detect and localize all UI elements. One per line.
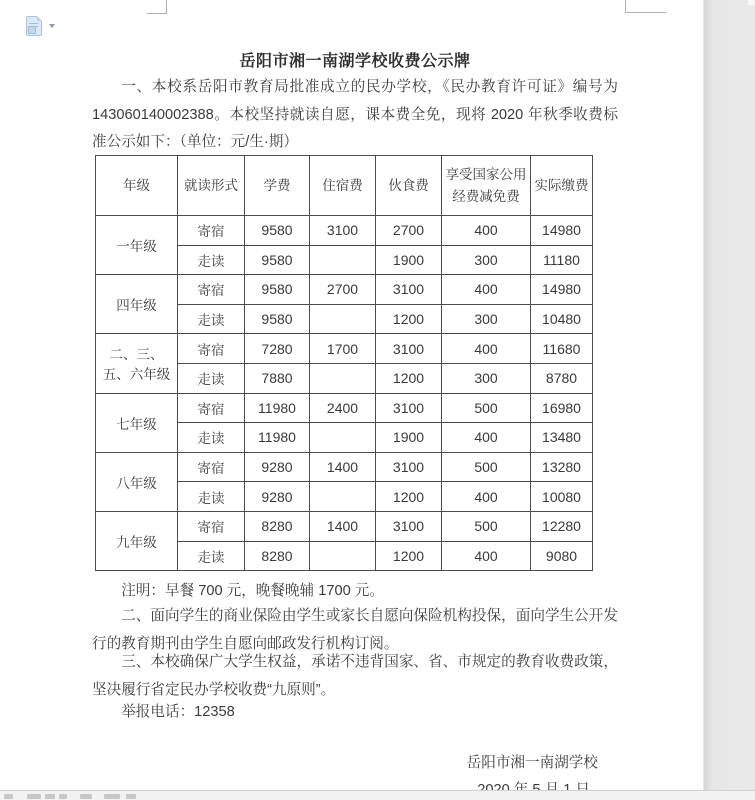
meal-cell: 3100 [376,275,442,305]
relief-cell: 500 [442,393,531,423]
relief-cell: 300 [442,245,531,275]
status-bar [0,790,755,800]
form-cell: 走读 [178,245,245,275]
lodging-cell: 2400 [310,393,376,423]
status-glyph [80,794,92,799]
table-row [96,393,593,423]
meal-cell: 1200 [376,541,442,571]
tuition-cell: 9280 [245,482,310,512]
status-glyph [27,794,41,799]
form-cell: 寄宿 [178,334,245,364]
grade-cell: 九年级 [96,511,178,570]
grade-cell: 四年级 [96,275,178,334]
header-lodging: 住宿费 [310,156,376,216]
header-grade: 年级 [96,156,178,216]
table-header-row [96,156,593,216]
total-cell: 13480 [531,423,593,453]
lodging-cell [310,245,376,275]
tuition-cell: 9280 [245,452,310,482]
grade-cell: 一年级 [96,216,178,275]
total-cell: 11680 [531,334,593,364]
lodging-cell [310,304,376,334]
relief-cell: 400 [442,482,531,512]
total-cell: 13280 [531,452,593,482]
meal-cell: 1200 [376,482,442,512]
total-cell: 14980 [531,216,593,246]
status-glyph [45,794,55,799]
form-cell: 走读 [178,423,245,453]
paste-options-button[interactable] [22,14,60,40]
table-row [96,334,593,364]
meal-cell: 1200 [376,363,442,393]
relief-cell: 400 [442,541,531,571]
tuition-cell: 7280 [245,334,310,364]
commitment-paragraph: 三、本校确保广大学生权益，承诺不违背国家、省、市规定的教育收费政策，坚决履行省定民办学校收费“九原则”。 [92,654,618,698]
meal-cell: 1200 [376,304,442,334]
total-cell: 10080 [531,482,593,512]
form-cell: 寄宿 [178,393,245,423]
crop-mark-top-right-vertical [625,0,626,12]
relief-cell: 400 [442,334,531,364]
tuition-cell: 11980 [245,423,310,453]
form-cell: 寄宿 [178,511,245,541]
form-cell: 寄宿 [178,452,245,482]
header-form: 就读形式 [178,156,245,216]
status-glyph [104,794,120,799]
crop-mark-top-left-horizontal [147,13,167,14]
table-row [96,275,593,305]
meal-cell: 1900 [376,245,442,275]
meal-cell: 3100 [376,452,442,482]
total-cell: 12280 [531,511,593,541]
hotline-paragraph: 举报电话：12358 [121,704,235,720]
gutter-top-notch [748,0,755,5]
page-title: 岳阳市湘一南湖学校收费公示牌 [239,53,471,70]
tuition-cell: 9580 [245,245,310,275]
tuition-cell: 8280 [245,511,310,541]
crop-mark-top-left-vertical [166,0,167,13]
status-glyph [4,794,13,799]
crop-mark-top-right-horizontal [625,12,666,13]
canvas-right-gutter [703,0,755,791]
relief-cell: 500 [442,511,531,541]
intro-paragraph: 一、本校系岳阳市教育局批准成立的民办学校，《民办教育许可证》编号为 143060140002388。本校坚持就读自愿，课本费全免，现将 2020 年秋季收费标准公示如下：（单位：元/生·期） [92,79,618,150]
grade-cell: 七年级 [96,393,178,452]
insurance-paragraph: 二、面向学生的商业保险由学生或家长自愿向保险机构投保，面向学生公开发行的教育期刊由学生自愿向邮政发行机构订阅。 [92,608,618,652]
header-meal: 伙食费 [376,156,442,216]
header-total: 实际缴费 [531,156,593,216]
chevron-down-icon [49,24,55,28]
lodging-cell [310,482,376,512]
tuition-cell: 9580 [245,304,310,334]
relief-cell: 500 [442,452,531,482]
total-cell: 9080 [531,541,593,571]
relief-cell: 400 [442,275,531,305]
total-cell: 8780 [531,363,593,393]
meal-cell: 1900 [376,423,442,453]
header-relief: 享受国家公用经费减免费 [442,156,531,216]
clipboard-paste-icon [26,16,42,36]
tuition-cell: 11980 [245,393,310,423]
header-tuition: 学费 [245,156,310,216]
status-glyph [126,794,136,799]
total-cell: 10480 [531,304,593,334]
meal-cell: 3100 [376,511,442,541]
tuition-cell: 7880 [245,363,310,393]
form-cell: 寄宿 [178,275,245,305]
signature-school: 岳阳市湘一南湖学校 [466,755,598,771]
lodging-cell [310,363,376,393]
relief-cell: 300 [442,363,531,393]
relief-cell: 400 [442,216,531,246]
table-row [96,452,593,482]
table-row [96,511,593,541]
total-cell: 11180 [531,245,593,275]
relief-cell: 300 [442,304,531,334]
grade-cell: 八年级 [96,452,178,511]
form-cell: 寄宿 [178,216,245,246]
tuition-cell: 8280 [245,541,310,571]
note-paragraph: 注明：早餐 700 元，晚餐晚辅 1700 元。 [121,583,384,599]
form-cell: 走读 [178,541,245,571]
total-cell: 14980 [531,275,593,305]
fee-table [95,155,593,571]
lodging-cell: 2700 [310,275,376,305]
relief-cell: 400 [442,423,531,453]
grade-cell: 二、三、五、六年级 [96,334,178,393]
total-cell: 16980 [531,393,593,423]
lodging-cell [310,541,376,571]
form-cell: 走读 [178,363,245,393]
lodging-cell: 1400 [310,452,376,482]
meal-cell: 3100 [376,393,442,423]
meal-cell: 3100 [376,334,442,364]
form-cell: 走读 [178,482,245,512]
tuition-cell: 9580 [245,275,310,305]
lodging-cell: 3100 [310,216,376,246]
lodging-cell: 1400 [310,511,376,541]
lodging-cell [310,423,376,453]
lodging-cell: 1700 [310,334,376,364]
table-row [96,216,593,246]
meal-cell: 2700 [376,216,442,246]
status-glyph [59,794,67,799]
tuition-cell: 9580 [245,216,310,246]
form-cell: 走读 [178,304,245,334]
